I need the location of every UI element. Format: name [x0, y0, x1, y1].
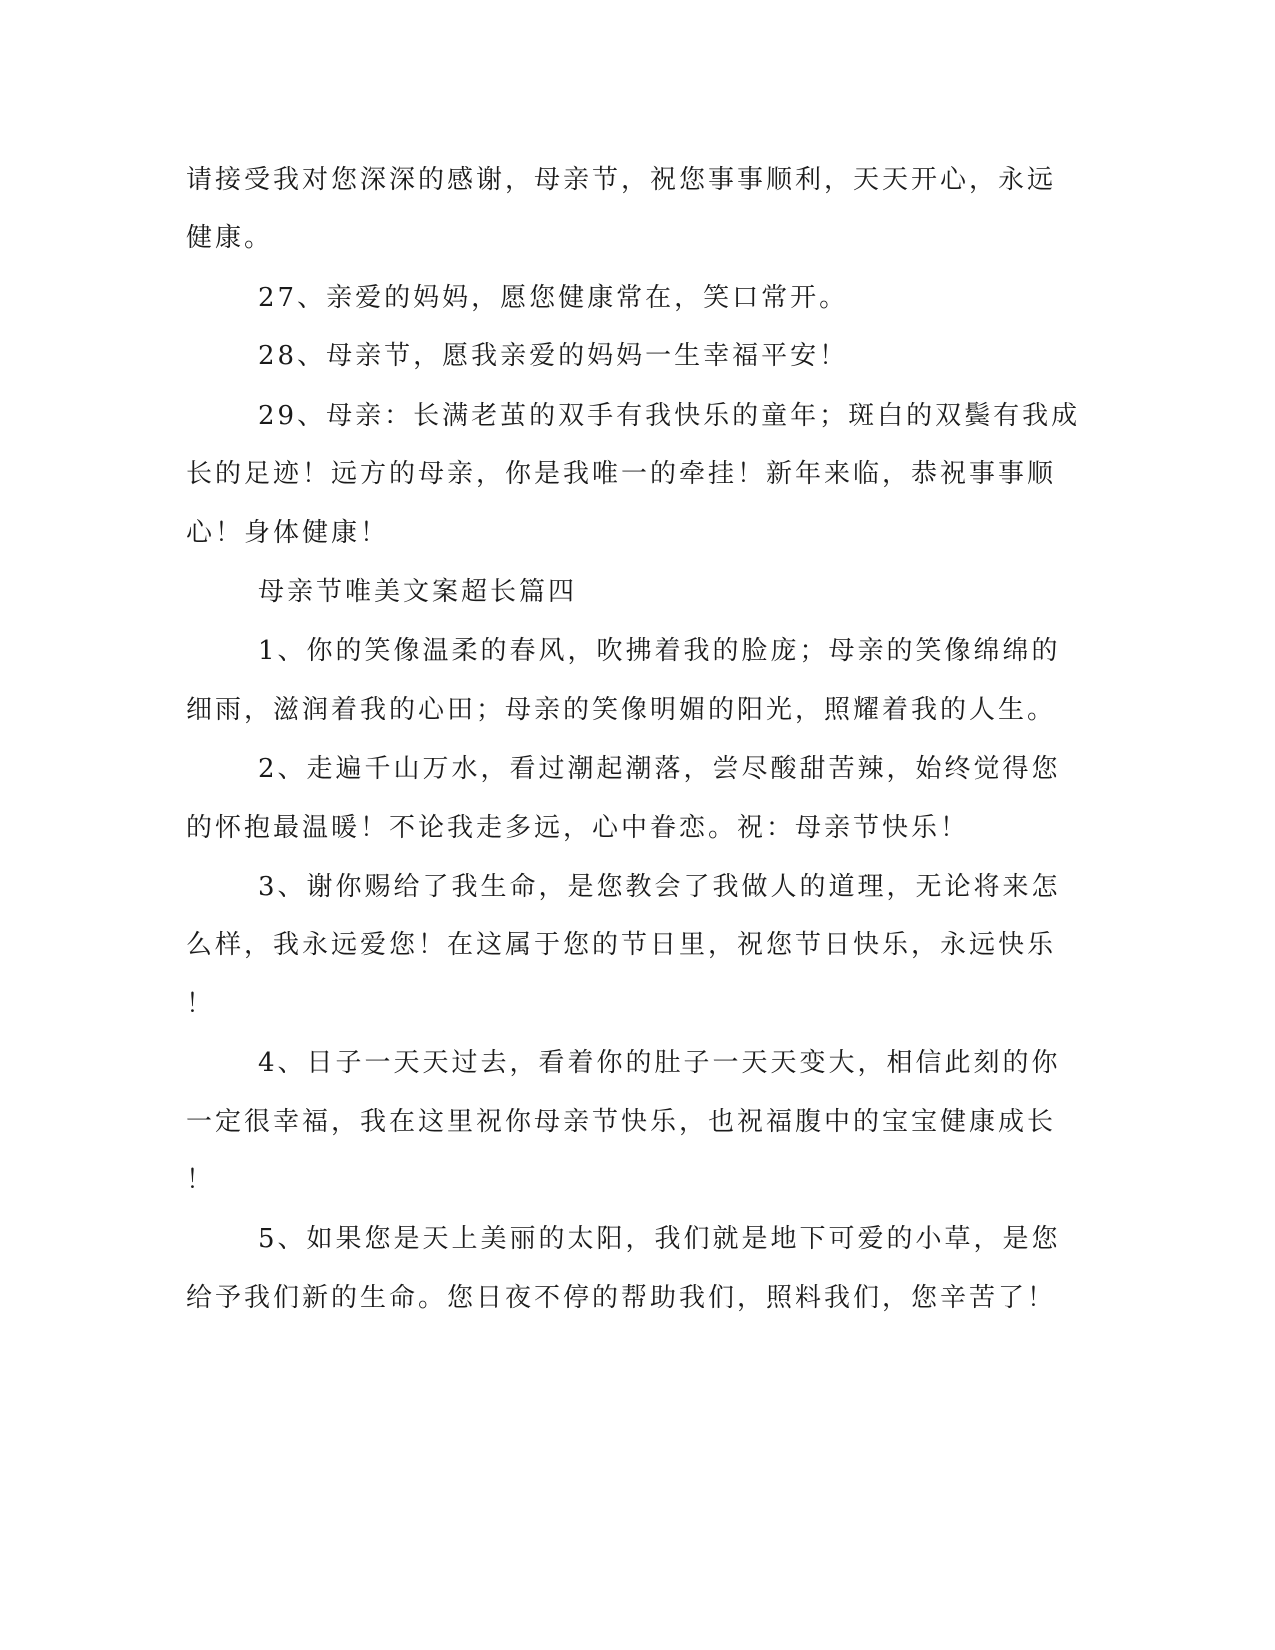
list-item-28: 28、母亲节，愿我亲爱的妈妈一生幸福平安！: [258, 341, 849, 371]
text-line: 长的足迹！远方的母亲，你是我唯一的牵挂！新年来临，恭祝事事顺: [186, 459, 1057, 489]
text-line: 细雨，滋润着我的心田；母亲的笑像明媚的阳光，照耀着我的人生。: [186, 695, 1057, 725]
text-line: 给予我们新的生命。您日夜不停的帮助我们，照料我们，您辛苦了！: [186, 1283, 1057, 1313]
list-item-29: 29、母亲：长满老茧的双手有我快乐的童年；斑白的双鬓有我成: [258, 401, 1081, 431]
text-line: 的怀抱最温暖！不论我走多远，心中眷恋。祝：母亲节快乐！: [186, 813, 970, 843]
list-item-4: 4、日子一天天过去，看着你的肚子一天天变大，相信此刻的你: [258, 1048, 1061, 1078]
text-line: 心！身体健康！: [186, 518, 390, 548]
list-item-3: 3、谢你赐给了我生命，是您教会了我做人的道理，无论将来怎: [258, 872, 1061, 902]
text-line: 请接受我对您深深的感谢，母亲节，祝您事事顺利，天天开心，永远: [186, 165, 1057, 195]
text-line: 健康。: [186, 223, 274, 253]
text-line: ！: [186, 989, 216, 1019]
text-line: ！: [186, 1165, 216, 1195]
text-line: 一定很幸福，我在这里祝你母亲节快乐，也祝福腹中的宝宝健康成长: [186, 1107, 1057, 1137]
list-item-2: 2、走遍千山万水，看过潮起潮落，尝尽酸甜苦辣，始终觉得您: [258, 754, 1061, 784]
section-heading: 母亲节唯美文案超长篇四: [258, 577, 578, 607]
text-line: 么样，我永远爱您！在这属于您的节日里，祝您节日快乐，永远快乐: [186, 930, 1057, 960]
list-item-5: 5、如果您是天上美丽的太阳，我们就是地下可爱的小草，是您: [258, 1224, 1061, 1254]
list-item-27: 27、亲爱的妈妈，愿您健康常在，笑口常开。: [258, 283, 849, 313]
list-item-1: 1、你的笑像温柔的春风，吹拂着我的脸庞；母亲的笑像绵绵的: [258, 636, 1061, 666]
